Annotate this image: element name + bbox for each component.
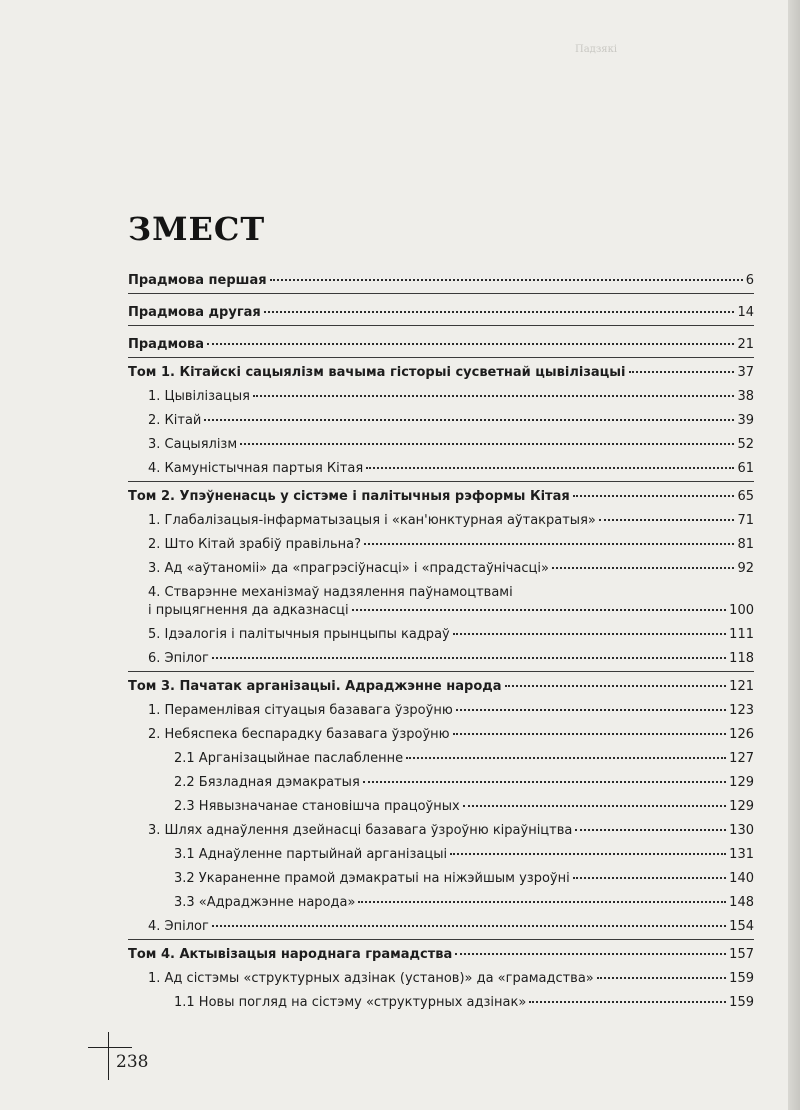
dot-leader bbox=[573, 877, 726, 879]
toc-entry-title: 1. Ад сістэмы «структурных адзінак (установ)» да «грамадства» bbox=[148, 971, 594, 986]
dot-leader bbox=[406, 757, 726, 759]
dot-leader bbox=[270, 279, 743, 281]
dot-leader bbox=[453, 633, 726, 635]
table-of-contents bbox=[128, 272, 754, 1012]
toc-entry-title: 2.1 Арганізацыйнае паслабленне bbox=[174, 751, 404, 766]
toc-entry bbox=[128, 626, 754, 644]
toc-entry-title: 3. Шлях аднаўлення дзейнасці базавага ўзроўню кіраўніцтва bbox=[148, 823, 573, 838]
toc-entry-page: 126 bbox=[729, 727, 754, 742]
toc-entry bbox=[128, 460, 754, 478]
page-number-mark-vertical bbox=[108, 1032, 109, 1080]
toc-entry-title: 3. Ад «аўтаноміі» да «прагрэсіўнасці» і «прадстаўнічасці» bbox=[148, 561, 549, 576]
toc-entry bbox=[128, 388, 754, 406]
toc-entry-page: 123 bbox=[729, 703, 754, 718]
toc-entry bbox=[128, 584, 754, 620]
toc-entry-page: 61 bbox=[737, 461, 754, 476]
toc-entry-page: 118 bbox=[729, 651, 754, 666]
toc-entry bbox=[128, 870, 754, 888]
toc-entry-title: 1.1 Новы погляд на сістэму «структурных адзінак» bbox=[174, 995, 527, 1010]
toc-entry-page: 71 bbox=[737, 513, 754, 528]
dot-leader bbox=[453, 733, 727, 735]
toc-entry-title: 3.1 Аднаўленне партыйнай арганізацыі bbox=[174, 847, 448, 862]
toc-entry bbox=[128, 726, 754, 744]
toc-entry-page: 121 bbox=[729, 679, 754, 694]
dot-leader bbox=[352, 609, 727, 611]
dot-leader bbox=[629, 371, 735, 373]
dot-leader bbox=[366, 467, 734, 469]
toc-entry-title: Том 4. Актывізацыя народнага грамадства bbox=[128, 947, 453, 962]
toc-entry-page: 37 bbox=[737, 365, 754, 380]
running-head: Падзякі bbox=[575, 44, 618, 55]
toc-entry-title: 6. Эпілог bbox=[148, 651, 209, 666]
toc-entry-page: 154 bbox=[729, 919, 754, 934]
toc-entry-title: 4. Камуністычная партыя Кітая bbox=[148, 461, 364, 476]
toc-entry-title: і прыцягнення да адказнасці bbox=[148, 603, 349, 618]
toc-entry-page: 6 bbox=[745, 273, 754, 288]
dot-leader bbox=[364, 543, 734, 545]
toc-entry bbox=[128, 304, 754, 322]
dot-leader bbox=[358, 901, 726, 903]
toc-entry bbox=[128, 702, 754, 720]
toc-entry-page: 130 bbox=[729, 823, 754, 838]
toc-entry-title: 2. Што Кітай зрабіў правільна? bbox=[148, 537, 361, 552]
toc-entry bbox=[128, 364, 754, 382]
toc-entry-page: 52 bbox=[737, 437, 754, 452]
toc-entry-page: 157 bbox=[729, 947, 754, 962]
dot-leader bbox=[529, 1001, 726, 1003]
separator-line bbox=[128, 481, 754, 482]
toc-entry-title: Том 3. Пачатак арганізацыі. Адраджэнне народа bbox=[128, 679, 502, 694]
toc-entry bbox=[128, 894, 754, 912]
toc-entry-page: 127 bbox=[729, 751, 754, 766]
toc-entry-title: 3. Сацыялізм bbox=[148, 437, 238, 452]
toc-entry-title: 3.3 «Адраджэнне народа» bbox=[174, 895, 356, 910]
page-number-mark bbox=[88, 1047, 132, 1048]
toc-entry bbox=[128, 678, 754, 696]
dot-leader bbox=[240, 443, 734, 445]
toc-entry-page: 14 bbox=[737, 305, 754, 320]
toc-entry bbox=[128, 536, 754, 554]
dot-leader bbox=[597, 977, 726, 979]
toc-entry-title: Том 2. Упэўненасць у сістэме і палітычныя рэформы Кітая bbox=[128, 489, 570, 504]
dot-leader bbox=[552, 567, 734, 569]
dot-leader bbox=[253, 395, 735, 397]
toc-entry bbox=[128, 994, 754, 1012]
toc-entry-title: 3.2 Укараненне прамой дэмакратыі на ніжэйшым узроўні bbox=[174, 871, 570, 886]
toc-entry-title: Прадмова першая bbox=[128, 273, 267, 288]
page-number: 238 bbox=[116, 1052, 149, 1072]
dot-leader bbox=[456, 709, 726, 711]
toc-entry bbox=[128, 822, 754, 840]
toc-entry-page: 38 bbox=[737, 389, 754, 404]
dot-leader bbox=[575, 829, 726, 831]
toc-entry bbox=[128, 512, 754, 530]
toc-entry-page: 100 bbox=[729, 603, 754, 618]
page-edge bbox=[788, 0, 800, 1110]
toc-entry bbox=[128, 272, 754, 290]
toc-entry-title: Прадмова bbox=[128, 337, 205, 352]
toc-entry bbox=[128, 336, 754, 354]
toc-entry-title: Том 1. Кітайскі сацыялізм вачыма гісторыі сусветнай цывілізацыі bbox=[128, 365, 626, 380]
toc-entry-title: 1. Глабалізацыя-інфарматызацыя і «кан'юнктурная аўтакратыя» bbox=[148, 513, 596, 528]
separator-line bbox=[128, 325, 754, 326]
toc-entry bbox=[128, 774, 754, 792]
toc-entry-page: 111 bbox=[729, 627, 754, 642]
toc-entry bbox=[128, 750, 754, 768]
toc-entry-title: 4. Эпілог bbox=[148, 919, 209, 934]
toc-entry-title: 2. Кітай bbox=[148, 413, 202, 428]
separator-line bbox=[128, 293, 754, 294]
dot-leader bbox=[505, 685, 727, 687]
toc-entry-page: 21 bbox=[737, 337, 754, 352]
toc-entry-page: 129 bbox=[729, 799, 754, 814]
dot-leader bbox=[450, 853, 726, 855]
toc-entry-page: 140 bbox=[729, 871, 754, 886]
dot-leader bbox=[264, 311, 735, 313]
dot-leader bbox=[363, 781, 726, 783]
separator-line bbox=[128, 357, 754, 358]
dot-leader bbox=[455, 953, 726, 955]
dot-leader bbox=[463, 805, 726, 807]
toc-entry-page: 81 bbox=[737, 537, 754, 552]
separator-line bbox=[128, 671, 754, 672]
toc-entry bbox=[128, 918, 754, 936]
toc-entry bbox=[128, 412, 754, 430]
toc-entry-title: 1. Цывілізацыя bbox=[148, 389, 250, 404]
toc-entry bbox=[128, 560, 754, 578]
toc-entry-page: 148 bbox=[729, 895, 754, 910]
toc-entry-title: 2.2 Бязладная дэмакратыя bbox=[174, 775, 360, 790]
toc-entry-title-line1: 4. Стварэнне механізмаў надзялення паўнамоцтвамі bbox=[148, 585, 513, 600]
toc-entry-page: 39 bbox=[737, 413, 754, 428]
toc-entry-page: 159 bbox=[729, 995, 754, 1010]
toc-entry-title: 5. Ідэалогія і палітычныя прынцыпы кадраў bbox=[148, 627, 450, 642]
toc-entry bbox=[128, 846, 754, 864]
toc-entry-title: 2.3 Нявызначанае становішча працоўных bbox=[174, 799, 460, 814]
toc-entry-title: 2. Небяспека беспарадку базавага ўзроўню bbox=[148, 727, 450, 742]
toc-entry-title: 1. Пераменлівая сітуацыя базавага ўзроўню bbox=[148, 703, 453, 718]
toc-entry bbox=[128, 946, 754, 964]
dot-leader bbox=[573, 495, 735, 497]
toc-entry-title: Прадмова другая bbox=[128, 305, 261, 320]
toc-entry-page: 159 bbox=[729, 971, 754, 986]
toc-entry-page: 65 bbox=[737, 489, 754, 504]
toc-entry-page: 131 bbox=[729, 847, 754, 862]
toc-entry bbox=[128, 970, 754, 988]
toc-entry-page: 92 bbox=[737, 561, 754, 576]
toc-entry bbox=[128, 650, 754, 668]
dot-leader bbox=[212, 657, 726, 659]
separator-line bbox=[128, 939, 754, 940]
dot-leader bbox=[207, 343, 734, 345]
toc-entry bbox=[128, 436, 754, 454]
page-title: ЗМЕСТ bbox=[128, 210, 266, 248]
dot-leader bbox=[212, 925, 726, 927]
dot-leader bbox=[599, 519, 735, 521]
dot-leader bbox=[204, 419, 734, 421]
toc-entry bbox=[128, 798, 754, 816]
toc-entry-page: 129 bbox=[729, 775, 754, 790]
toc-entry bbox=[128, 488, 754, 506]
